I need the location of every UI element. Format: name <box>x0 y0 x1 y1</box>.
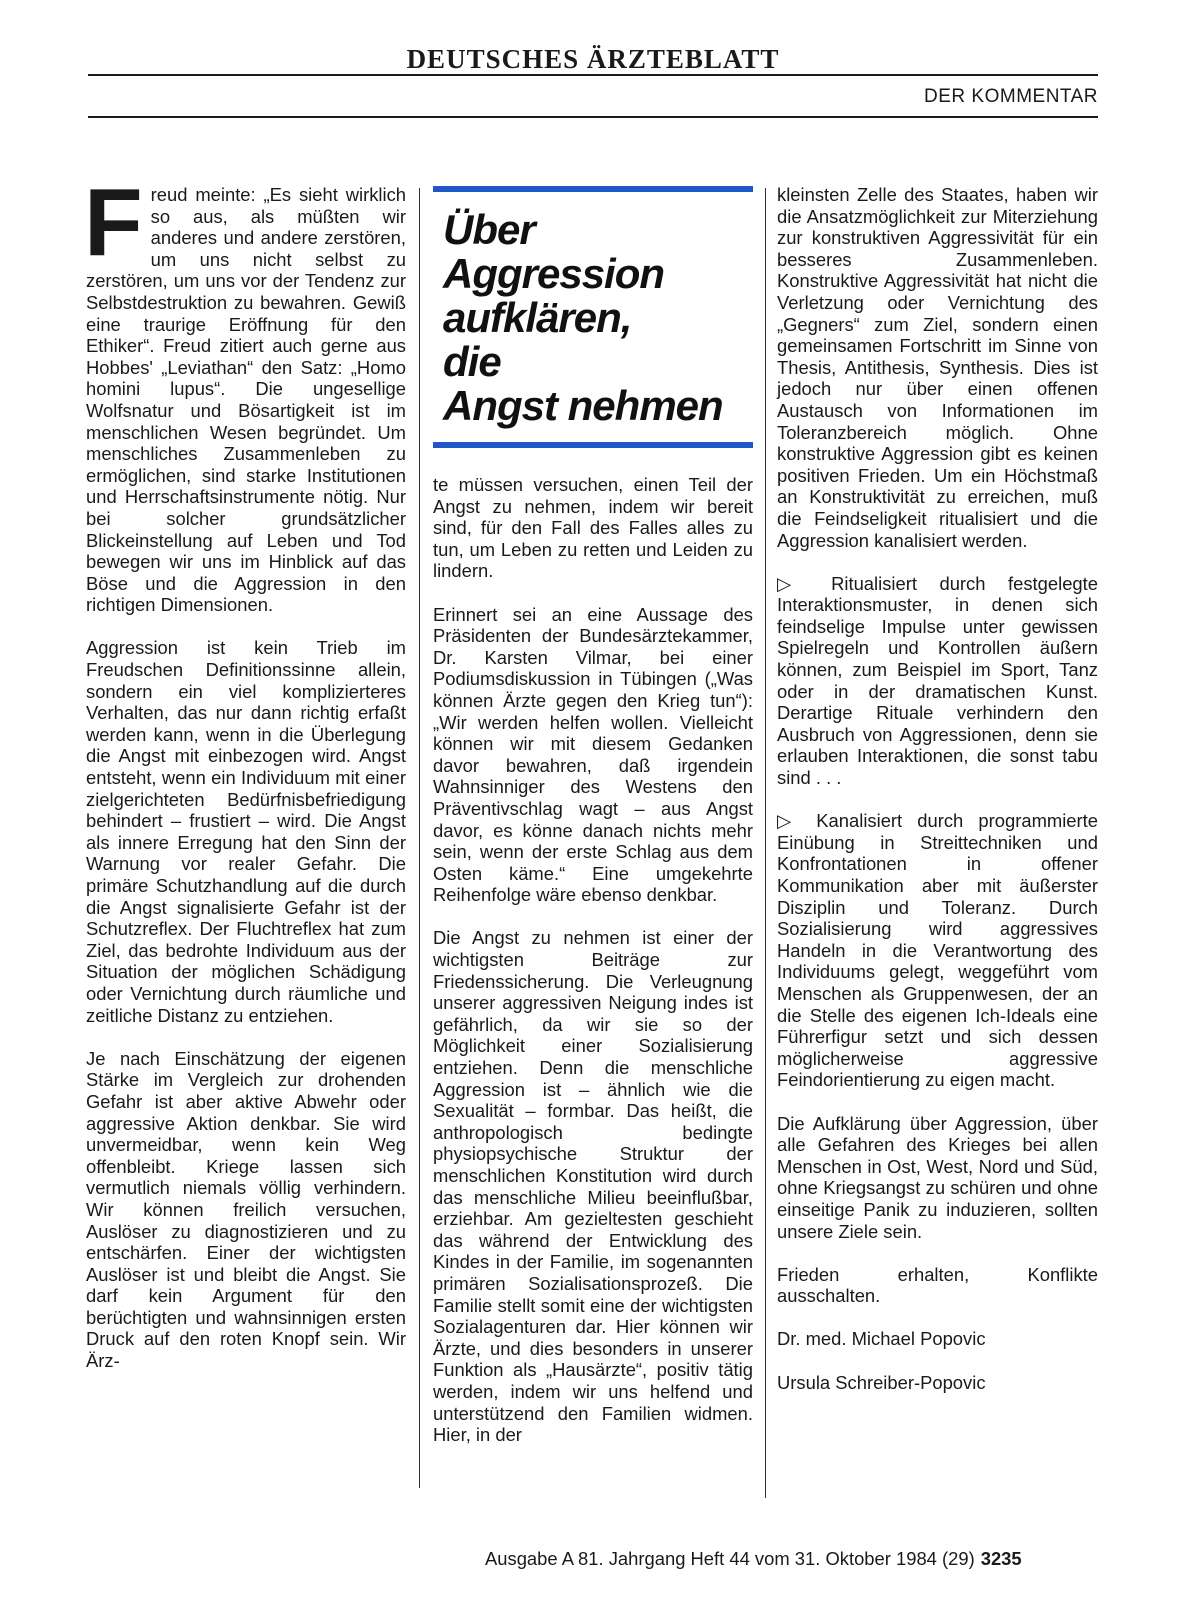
paragraph: Die Angst zu nehmen ist einer der wichtigsten Beiträge zur Friedenssicherung. Die Verleugnung unserer aggressiven Neigung indes ist gefährlich, da wir sie so der Möglichkeit einer Sozialisierung entziehen. Denn die menschliche Aggression ist – ähnlich wie die Sexualität – formbar. Das heißt, die anthropologisch bedingte physiopsychische Struktur der menschlichen Konstitution wird durch das menschliche Milieu beeinflußbar, erziehbar. Am gezieltesten geschieht das während der Entwicklung des Kindes in der Familie, im sogenannten primären Sozialisationsprozeß. Die Familie stellt somit eine der wichtigsten Sozialagenturen dar. Hier können wir Ärzte, und dies besonders in unserer Funktion als „Hausärzte“, positiv tätig werden, indem wir uns helfend und unterstützend den Familien widmen. Hier, in der <box>433 927 753 1446</box>
paragraph: te müssen versuchen, einen Teil der Angst zu nehmen, indem wir bereit sind, für den Fall des Falles alles zu tun, um Leben zu retten und Leiden zu lindern. <box>433 474 753 582</box>
paragraph: Erinnert sei an eine Aussage des Präsidenten der Bundesärztekammer, Dr. Karsten Vilmar, bei einer Podiumsdiskussion in Tübingen („Was können Ärzte gegen den Krieg tun“): „Wir werden helfen wollen. Vielleicht können wir mit diesem Gedanken davor bewahren, daß irgendein Wahnsinniger des Westens den Präventivschlag wagt – aus Angst davor, es könne danach nichts mehr sein, wenn der erste Schlag aus dem Osten käme.“ Eine umgekehrte Reihenfolge wäre ebenso denkbar. <box>433 603 753 906</box>
paragraph: Freud meinte: „Es sieht wirklich so aus, als müßten wir anderes und andere zerstören, um uns nicht selbst zu zerstören, um uns vor der Tendenz zur Selbstdestruktion zu bewahren. Gewiß eine traurige Eröffnung für den Ethiker“. Freud zitiert auch gerne aus Hobbes' „Leviathan“ den Satz: „Homo homini lupus“. Die ungesellige Wolfsnatur und Bösartigkeit ist im menschlichen Wesen begründet. Um menschliches Zusammenleben zu ermöglichen, sind starke Institutionen und Herrschaftsinstrumente nötig. Nur bei solcher grundsätzlicher Blickeinstellung auf Leben und Tod bewegen wir uns im Hinblick auf das Böse und die Aggression in den richtigen Dimensionen. <box>84 169 406 616</box>
article-column-2 <box>433 474 753 1467</box>
paragraph: Je nach Einschätzung der eigenen Stärke im Vergleich zur drohenden Gefahr ist aber aktive Abwehr oder aggressive Aktion denkbar. Sie wird unvermeidbar, wenn kein Weg offenbleibt. Kriege lassen sich vermutlich niemals völlig verhindern. Wir können freilich versuchen, Auslöser zu diagnostizieren und zu entschärfen. Einer der wichtigsten Auslöser ist und bleibt die Angst. Sie darf kein Argument für den berüchtigten und wahnsinnigen ersten Druck auf den roten Knopf sein. Wir Ärz- <box>86 1047 406 1372</box>
masthead: DEUTSCHES ÄRZTEBLATT <box>406 44 780 74</box>
headline-box <box>433 186 753 448</box>
paragraph: Frieden erhalten, Konflikte ausschalten. <box>777 1263 1098 1307</box>
page-footer <box>485 1548 1022 1570</box>
author-name: Ursula Schreiber-Popovic <box>777 1371 986 1393</box>
issue-info: Ausgabe A 81. Jahrgang Heft 44 vom 31. Oktober 1984 (29) <box>485 1548 975 1569</box>
column-divider <box>765 188 766 1498</box>
paragraph: Die Aufklärung über Aggression, über alle Gefahren des Krieges bei allen Menschen in Ost, West, Nord und Süd, ohne Kriegsangst zu schüren und ohne einseitige Panik zu induzieren, sollten unsere Ziele sein. <box>777 1112 1098 1242</box>
paragraph: kleinsten Zelle des Staates, haben wir die Ansatzmöglichkeit zur Miterziehung zur konstruktiven Aggressivität für ein besseres Zusammenleben. Konstruktive Aggressivität hat nicht die Verletzung oder Vernichtung des „Gegners“ zum Ziel, sondern einen gemeinsamen Fortschritt im Sinne von Thesis, Antithesis, Synthesis. Dies ist jedoch nur über einen offenen Austausch von Informationen im Toleranzbereich möglich. Ohne konstruktive Aggression gibt es keinen positiven Frieden. Um ein Höchstmaß an Konstruktivität zu erreichen, muß die Feindseligkeit ritualisiert und die Aggression kanalisiert werden. <box>777 184 1098 551</box>
author-name: Dr. med. Michael Popovic <box>777 1328 986 1350</box>
headline-bar-bottom <box>433 442 753 448</box>
drop-cap: F <box>84 169 143 276</box>
headline-bar-top <box>433 186 753 192</box>
masthead-rule <box>88 74 1098 76</box>
column-divider <box>419 188 420 1488</box>
paragraph: Aggression ist kein Trieb im Freudschen Definitionssinne allein, sondern ein viel komplizierteres Verhalten, das nur dann richtig erfaßt werden kann, wenn in die Überlegung die Angst mit einbezogen wird. Angst entsteht, wenn ein Individuum mit einer zielgerichteten Bedürfnisbefriedigung behindert – frustiert – wird. Die Angst als innere Erregung hat den Sinn der Warnung vor realer Gefahr. Die primäre Schutzhandlung auf die durch die Angst signalisierte Gefahr ist der Schutzreflex. Der Fluchtreflex hat zum Ziel, das bedrohte Individuum aus der Situation der möglichen Schädigung oder Vernichtung durch räumliche und zeitliche Distanz zu entziehen. <box>86 637 406 1026</box>
section-rule <box>88 116 1098 118</box>
page-number: 3235 <box>980 1548 1022 1569</box>
article-column-1 <box>84 169 406 1393</box>
article-title: Über Aggression aufklären, die Angst nehmen <box>443 206 723 429</box>
section-label: DER KOMMENTAR <box>924 86 1098 107</box>
article-column-3 <box>777 184 1098 1415</box>
paragraph: ▷ Ritualisiert durch festgelegte Interaktionsmuster, in denen sich feindselige Impulse unter gewissen Spielregeln und Kontrollen äußern können, zum Beispiel im Sport, Tanz oder in der dramatischen Kunst. Derartige Rituale verhindern den Ausbruch von Aggressionen, denn sie erlauben Interaktionen, die sonst tabu sind . . . <box>777 572 1098 789</box>
paragraph: ▷ Kanalisiert durch programmierte Einübung in Streittechniken und Konfrontationen in offener Kommunikation aber mit äußerster Disziplin und Toleranz. Durch Sozialisierung wird aggressives Handeln in die Verantwortung des Individuums gelegt, weggeführt vom Menschen als Gruppenwesen, der an die Stelle des eigenen Ich-Ideals eine Führerfigur setzt und sich dessen möglicherweise aggressive Feindorientierung zu eigen macht. <box>777 810 1098 1091</box>
